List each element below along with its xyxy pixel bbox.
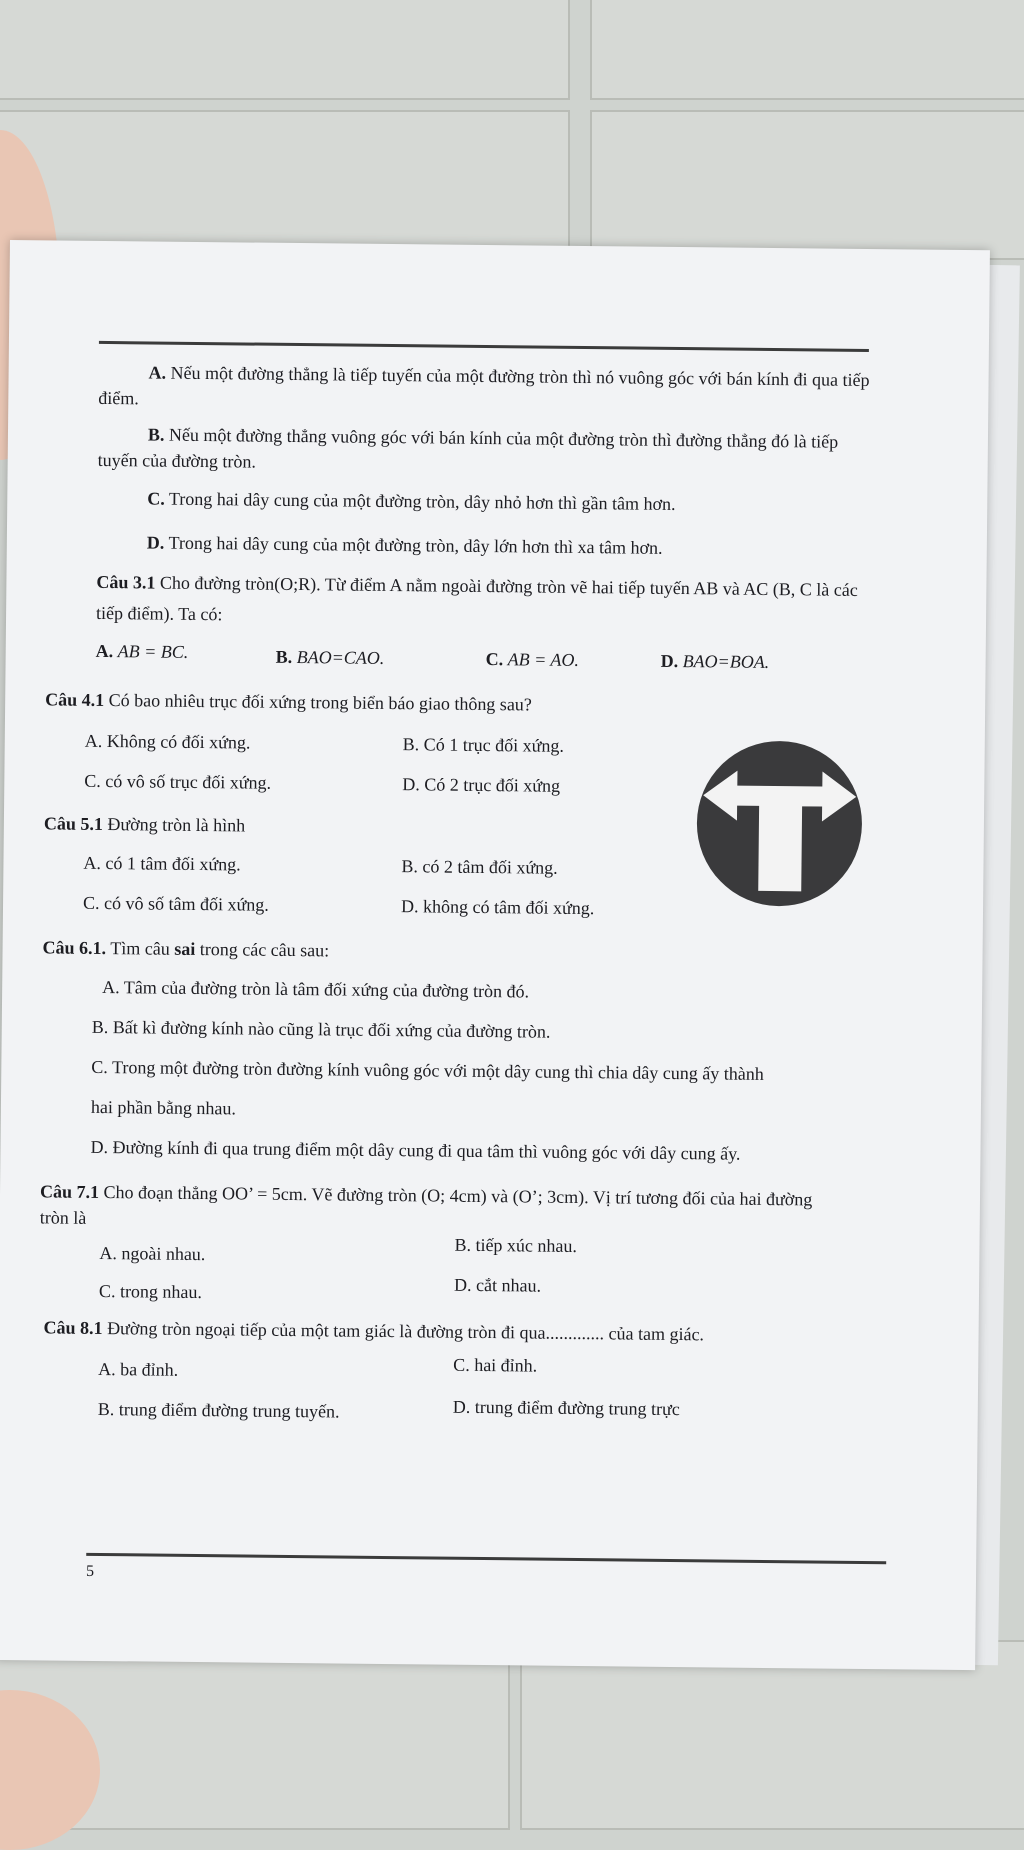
q7-option-C: C. trong nhau. (98, 1280, 203, 1303)
question-5: Câu 5.1 Đường tròn là hình (43, 813, 246, 836)
q7-option-B: B. tiếp xúc nhau. (454, 1234, 578, 1256)
question-3: Câu 3.1 Cho đường tròn(O;R). Từ điểm A nằm ngoài đường tròn vẽ hai tiếp tuyến AB và AC (B, C là các tiếp điểm). Ta có: (95, 571, 858, 624)
q4-option-B: B. Có 1 trục đối xứng. (402, 734, 565, 756)
q5-option-D: D. không có tâm đối xứng. (400, 896, 595, 919)
footer-rule (86, 1553, 886, 1564)
q5-option-A: A. có 1 tâm đối xứng. (83, 852, 241, 875)
background-tile (0, 110, 570, 260)
background-tile (590, 0, 1024, 100)
question-7: Câu 7.1 Cho đoạn thẳng OO’ = 5cm. Vẽ đường tròn (O; 4cm) và (O’; 3cm). Vị trí tương đối của hai đường tròn là (39, 1181, 813, 1228)
q6-option-A: A. Tâm của đường tròn là tâm đối xứng của đường tròn đó. (102, 977, 530, 1002)
q3-option-D: D. BAO=BOA. (660, 650, 770, 672)
q8-option-A: A. ba đỉnh. (98, 1358, 179, 1380)
t-junction-arrows-icon (696, 740, 863, 907)
q3-option-C: C. AB = AO. (485, 649, 580, 670)
q8-option-B: B. trung điểm đường trung tuyến. (97, 1398, 340, 1422)
q4-option-D: D. Có 2 trục đối xứng (402, 774, 561, 796)
q5-option-B: B. có 2 tâm đối xứng. (401, 856, 558, 878)
page-number: 5 (85, 1562, 95, 1580)
option-B: B. Nếu một đường thẳng vuông góc với bán kính của một đường tròn thì đường thẳng đó là tiếp tuyến của đường tròn. (97, 424, 839, 472)
q4-option-A: A. Không có đối xứng. (84, 730, 251, 753)
option-C: C. Trong hai dây cung của một đường tròn, dây nhỏ hơn thì gần tâm hơn. (147, 488, 676, 514)
traffic-sign-image (696, 740, 863, 907)
q8-option-D: D. trung điểm đường trung trực (452, 1396, 680, 1420)
option-D: D. Trong hai dây cung của một đường tròn, dây lớn hơn thì xa tâm hơn. (146, 532, 663, 558)
background-tile (0, 0, 570, 100)
q3-option-B: B. BAO=CAO. (275, 646, 385, 668)
background-tile (590, 110, 1024, 260)
q6-option-C-cont: hai phần bằng nhau. (90, 1096, 236, 1119)
question-4: Câu 4.1 Có bao nhiêu trục đối xứng trong biển báo giao thông sau? (45, 689, 532, 715)
q7-option-A: A. ngoài nhau. (99, 1242, 206, 1265)
q7-option-D: D. cắt nhau. (453, 1274, 542, 1296)
q3-option-A: A. AB = BC. (95, 640, 189, 662)
question-8: Câu 8.1 Đường tròn ngoại tiếp của một tam giác là đường tròn đi qua............. của tam giác. (43, 1317, 705, 1345)
exam-page (0, 240, 990, 1670)
q8-option-C: C. hai đỉnh. (453, 1354, 538, 1376)
q6-option-D: D. Đường kính đi qua trung điểm một dây cung đi qua tâm thì vuông góc với dây cung ấy. (90, 1136, 741, 1164)
header-rule (99, 341, 869, 352)
q5-option-C: C. có vô số tâm đối xứng. (82, 892, 269, 915)
q6-option-B: B. Bất kì đường kính nào cũng là trục đối xứng của đường tròn. (91, 1016, 551, 1042)
question-6: Câu 6.1. Tìm câu sai trong các câu sau: (42, 937, 330, 961)
q4-option-C: C. có vô số trục đối xứng. (84, 770, 272, 793)
option-A: A. Nếu một đường thẳng là tiếp tuyến của một đường tròn thì nó vuông góc với bán kính đi qua tiếp điểm. (98, 362, 870, 409)
q6-option-C: C. Trong một đường tròn đường kính vuông góc với một dây cung thì chia dây cung ấy thành (91, 1056, 764, 1084)
